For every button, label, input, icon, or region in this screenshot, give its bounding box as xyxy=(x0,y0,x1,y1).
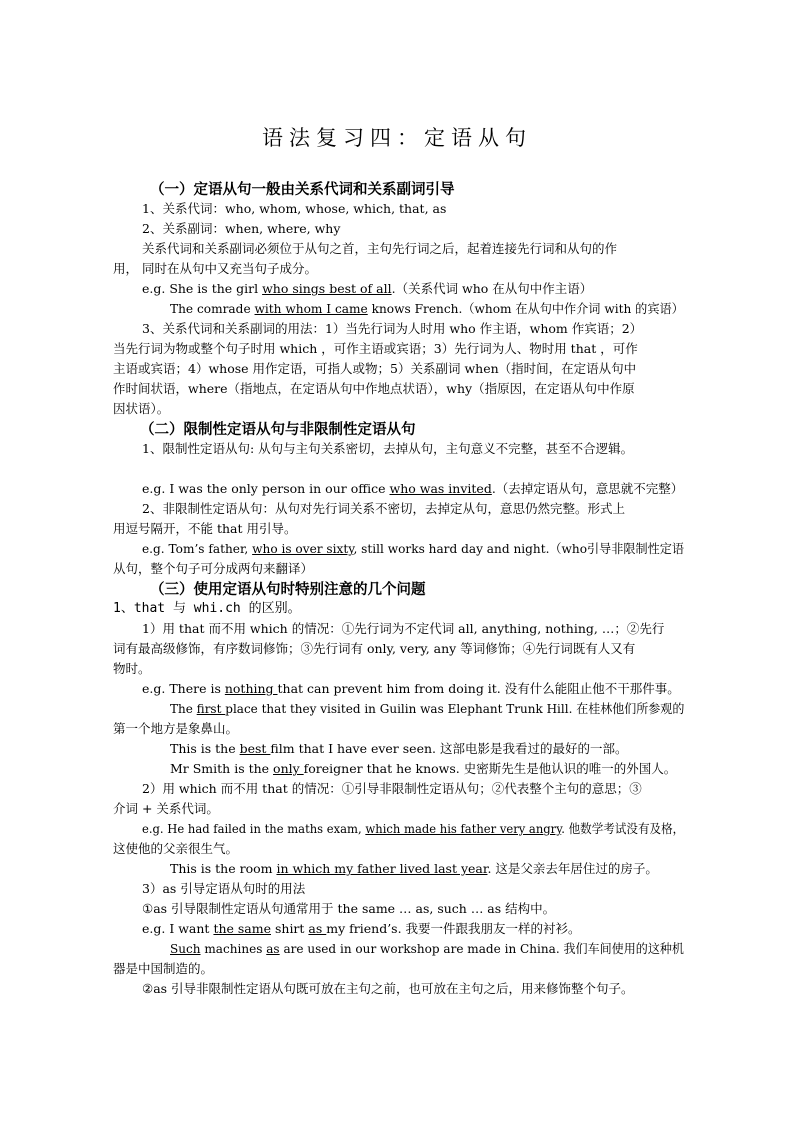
underlined-word: best xyxy=(239,741,271,756)
text-line: 当先行词为物或整个句子时用 which ，可作主语或宾语；3）先行词为人、物时用 that ，可作 xyxy=(113,341,638,356)
text-line: 1、限制性定语从句: 从句与主句关系密切，去掉从句，主句意义不完整，甚至不合逻辑。 xyxy=(142,441,634,456)
example-line xyxy=(170,700,684,718)
example-line xyxy=(142,820,684,838)
example-line xyxy=(170,860,658,878)
example-text: e.g. He had failed in the maths exam, xyxy=(142,821,366,836)
text-line: 介词 + 关系代词。 xyxy=(113,801,219,816)
example-text: are used in our workshop are made in China. 我们车间使用的这种机 xyxy=(279,941,684,956)
text-line: 这使他的父亲很生气。 xyxy=(113,841,239,856)
underlined-clause: who is over sixty xyxy=(252,541,354,556)
example-line xyxy=(142,680,680,698)
example-text: This is the room xyxy=(170,861,277,876)
section-heading-2: （二）限制性定语从句与非限制性定语从句 xyxy=(140,422,416,438)
text-line: 器是中国制造的。 xyxy=(113,961,214,976)
subsection-heading: 1、that 与 whi.ch 的区别。 xyxy=(113,601,301,616)
example-text: e.g. She is the girl xyxy=(142,281,263,296)
text-line: 物时。 xyxy=(113,661,151,676)
text-line: 用逗号隔开，不能 that 用引导。 xyxy=(113,521,297,536)
example-text: .（去掉定语从句，意思就不完整） xyxy=(491,481,684,496)
example-text: my friend’s. 我要一件跟我朋友一样的衬衫。 xyxy=(326,921,581,936)
text-line: 3）as 引导定语从句时的用法 xyxy=(142,881,306,896)
underlined-clause: in which my father lived last year xyxy=(276,861,488,876)
example-text: e.g. Tom’s father, xyxy=(142,541,253,556)
text-line: 2、非限制性定语从句：从句对先行词关系不密切，去掉定从句，意思仍然完整。形式上 xyxy=(142,501,625,516)
example-text: Mr Smith is the xyxy=(170,761,274,776)
underlined-word: nothing xyxy=(224,681,278,696)
underlined-word: first xyxy=(196,701,226,716)
underlined-clause: which made his father very angry xyxy=(365,821,562,836)
example-text: . 他数学考试没有及格， xyxy=(561,821,685,836)
section-heading-1: （一）定语从句一般由关系代词和关系副词引导 xyxy=(150,182,455,198)
example-text: that can prevent him from doing it. 没有什么能阻止他不干那件事。 xyxy=(277,681,680,696)
text-line: 2、关系副词：when, where, why xyxy=(142,221,341,236)
text-line: 1）用 that 而不用 which 的情况：①先行词为不定代词 all, anything, nothing, …；②先行 xyxy=(142,621,665,636)
section-heading-3: （三）使用定语从句时特别注意的几个问题 xyxy=(150,582,426,598)
example-text: e.g. There is xyxy=(142,681,225,696)
text-line: 从句，整个句子可分成两句来翻译） xyxy=(113,561,314,576)
example-line xyxy=(170,760,676,778)
text-line: 关系代词和关系副词必须位于从句之首，主句先行词之后，起着连接先行词和从句的作 xyxy=(142,241,618,256)
text-line: ①as 引导限制性定语从句通常用于 the same … as, such … as 结构中。 xyxy=(142,901,556,916)
example-text: , still works hard day and night.（who引导非限制性定语 xyxy=(353,541,685,556)
text-line: 3、关系代词和关系副词的用法：1）当先行词为人时用 who 作主语，whom 作宾语；2） xyxy=(142,321,643,336)
text-line: 因状语）。 xyxy=(113,401,170,416)
example-line xyxy=(142,540,684,558)
underlined-clause: who was invited xyxy=(389,481,492,496)
text-line: 2）用 which 而不用 that 的情况：①引导非限制性定语从句；②代表整个主句的意思；③ xyxy=(142,781,642,796)
example-line xyxy=(170,300,684,318)
example-text: The xyxy=(170,701,197,716)
example-text: This is the xyxy=(170,741,240,756)
underlined-word: as xyxy=(308,921,327,936)
example-line xyxy=(142,920,581,938)
example-text: film that I have ever seen. 这部电影是我看过的最好的一部。 xyxy=(270,741,628,756)
underlined-word: as xyxy=(266,941,280,956)
underlined-word: Such xyxy=(170,941,201,956)
example-text: . 这是父亲去年居住过的房子。 xyxy=(487,861,658,876)
text-line: 作时间状语，where（指地点，在定语从句中作地点状语），why（指原因，在定语从句中作原 xyxy=(113,381,635,396)
underlined-clause: who sings best of all xyxy=(262,281,392,296)
example-line xyxy=(170,740,627,758)
text-line: 用， 同时在从句中又充当句子成分。 xyxy=(113,261,317,276)
text-line: ②as 引导非限制性定语从句既可放在主句之前，也可放在主句之后，用来修饰整个句子。 xyxy=(142,981,634,996)
example-text: shirt xyxy=(271,921,309,936)
text-line: 1、关系代词：who, whom, whose, which, that, as xyxy=(142,201,447,216)
example-text: knows French.（whom 在从句中作介词 with 的宾语） xyxy=(367,301,684,316)
example-text: foreigner that he knows. 史密斯先生是他认识的唯一的外国人。 xyxy=(303,761,677,776)
page-title: 语法复习四：定语从句 xyxy=(262,126,532,150)
underlined-word: the same xyxy=(213,921,271,936)
example-line xyxy=(142,280,592,298)
text-line: 第一个地方是象鼻山。 xyxy=(113,721,239,736)
example-text: place that they visited in Guilin was Elephant Trunk Hill. 在桂林他们所参观的 xyxy=(225,701,685,716)
underlined-word: only xyxy=(273,761,304,776)
example-text: machines xyxy=(200,941,267,956)
example-text: e.g. I want xyxy=(142,921,214,936)
example-text: e.g. I was the only person in our office xyxy=(142,481,390,496)
text-line: 词有最高级修饰，有序数词修饰；③先行词有 only, very, any 等词修饰；④先行词既有人又有 xyxy=(113,641,636,656)
text-line: 主语或宾语；4）whose 用作定语，可指人或物；5）关系副词 when（指时间，在定语从句中 xyxy=(113,361,637,376)
example-text: The comrade xyxy=(170,301,255,316)
example-line xyxy=(142,480,683,498)
example-text: .（关系代词 who 在从句中作主语） xyxy=(391,281,593,296)
underlined-clause: with whom I came xyxy=(254,301,368,316)
example-line xyxy=(170,940,684,958)
